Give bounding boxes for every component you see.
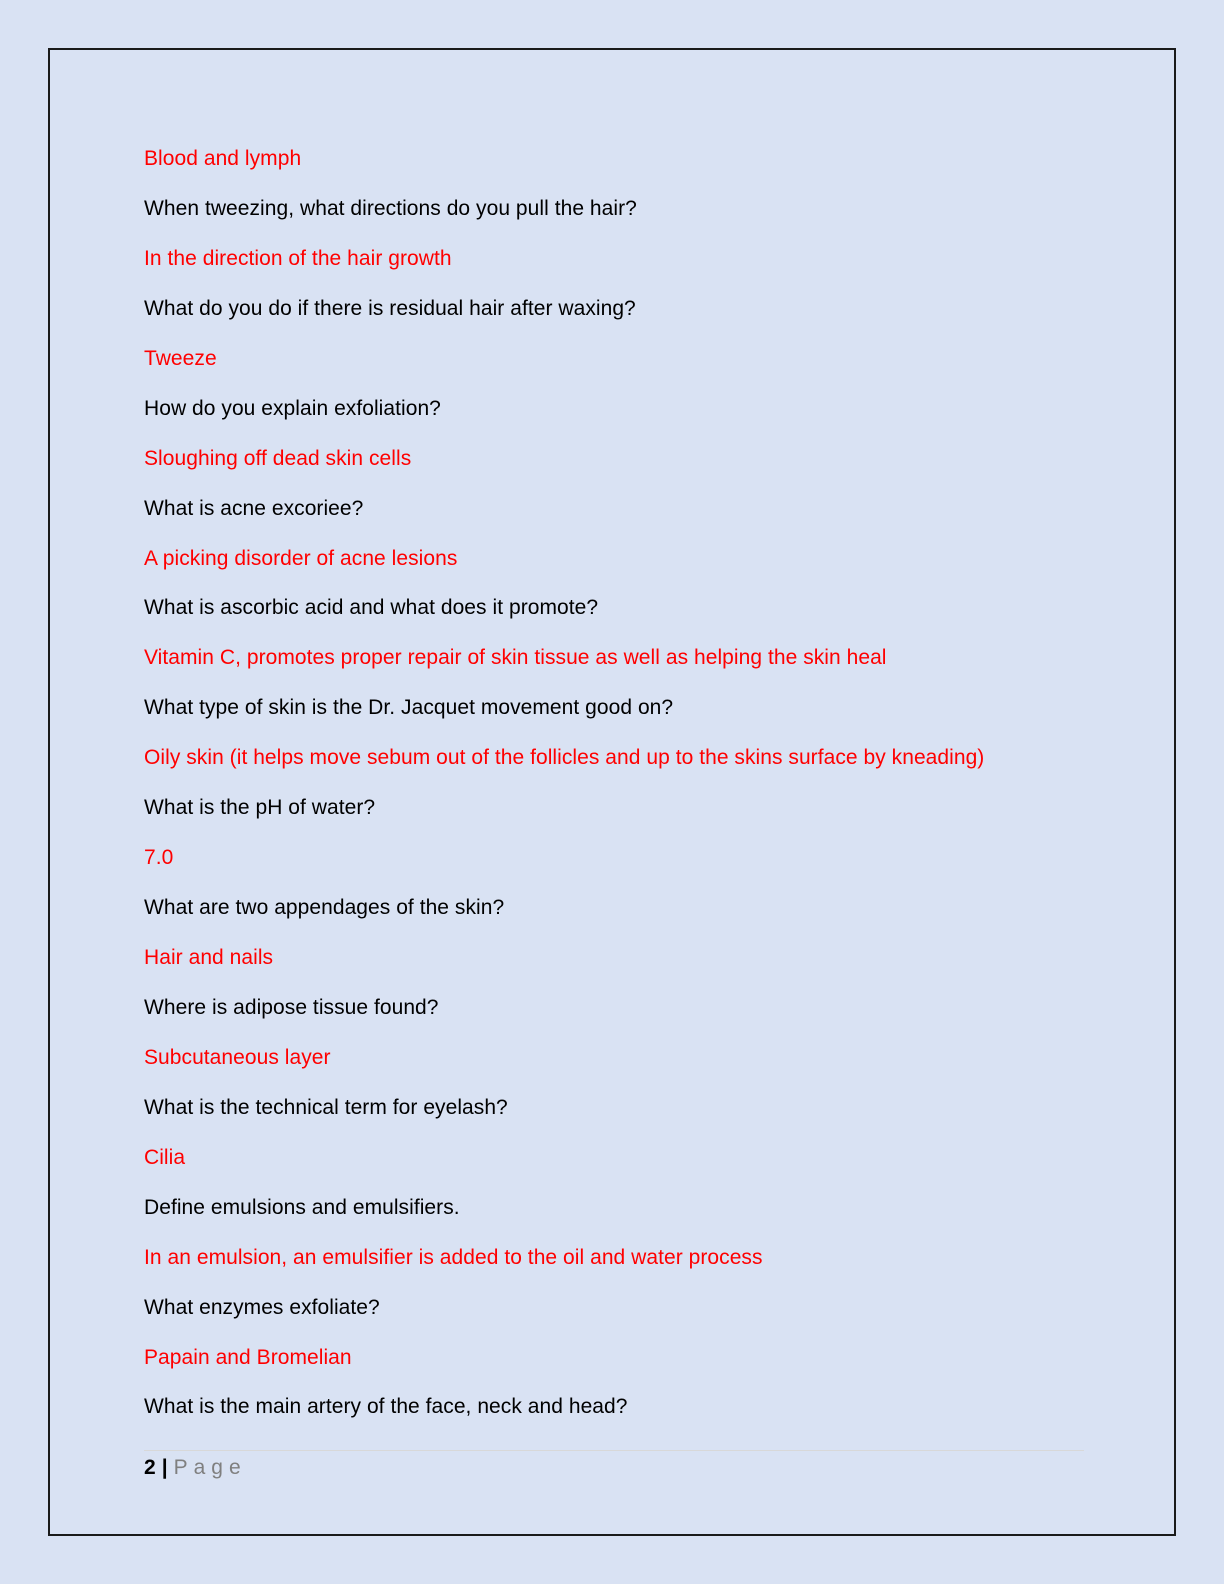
answer-line: In the direction of the hair growth — [144, 246, 452, 270]
answer-line: Vitamin C, promotes proper repair of skin tissue as well as helping the skin heal — [144, 646, 887, 670]
page-number: 2 — [144, 1456, 156, 1479]
question-line: What enzymes exfoliate? — [144, 1295, 380, 1319]
answer-line: 7.0 — [144, 846, 174, 870]
page-label: Page — [173, 1456, 247, 1479]
question-line: Define emulsions and emulsifiers. — [144, 1195, 460, 1219]
answer-line: A picking disorder of acne lesions — [144, 546, 458, 570]
footer-separator: | — [161, 1456, 168, 1479]
answer-line: Oily skin (it helps move sebum out of the follicles and up to the skins surface by kneading) — [144, 746, 985, 770]
question-line: When tweezing, what directions do you pull the hair? — [144, 196, 637, 220]
question-line: How do you explain exfoliation? — [144, 396, 441, 420]
question-line: What is ascorbic acid and what does it promote? — [144, 596, 599, 620]
question-line: What is acne excoriee? — [144, 496, 364, 520]
question-line: What are two appendages of the skin? — [144, 896, 505, 920]
answer-line: Tweeze — [144, 346, 217, 370]
question-line: What do you do if there is residual hair after waxing? — [144, 296, 636, 320]
answer-line: Cilia — [144, 1145, 186, 1169]
answer-line: Papain and Bromelian — [144, 1345, 352, 1369]
answer-line: Subcutaneous layer — [144, 1045, 331, 1069]
page-footer — [144, 1452, 247, 1484]
question-line: Where is adipose tissue found? — [144, 995, 439, 1019]
answer-line: Hair and nails — [144, 946, 274, 969]
answer-line: Blood and lymph — [144, 147, 302, 170]
answer-line: In an emulsion, an emulsifier is added to the oil and water process — [144, 1245, 763, 1269]
question-line: What type of skin is the Dr. Jacquet movement good on? — [144, 696, 674, 720]
question-line: What is the pH of water? — [144, 796, 376, 820]
question-line: What is the technical term for eyelash? — [144, 1095, 508, 1119]
footer-divider — [144, 1450, 1084, 1451]
answer-line: Sloughing off dead skin cells — [144, 446, 412, 470]
question-line: What is the main artery of the face, neck and head? — [144, 1395, 628, 1419]
qa-list — [144, 141, 1084, 1439]
